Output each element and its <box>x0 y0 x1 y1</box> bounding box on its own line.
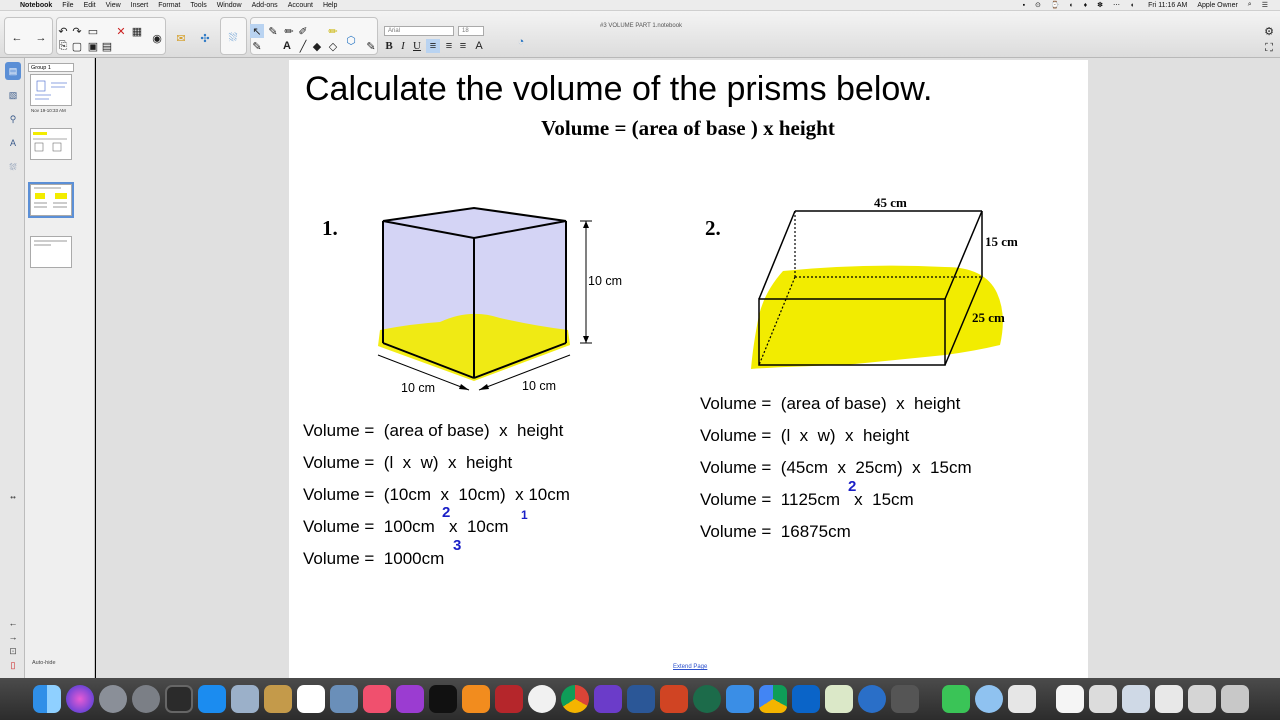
page-heading: Calculate the volume of the prisms below. <box>305 70 933 108</box>
menu-view[interactable]: View <box>105 1 121 9</box>
delete-icon[interactable]: ✕ <box>116 25 126 38</box>
imovie-icon[interactable] <box>594 685 622 713</box>
paste-icon[interactable]: ▤ <box>101 40 113 53</box>
dock <box>0 678 1280 720</box>
sidebar-move-right-icon[interactable]: → <box>8 632 18 642</box>
dimension-label: 25 cm <box>972 310 1005 325</box>
word-icon[interactable] <box>627 685 655 713</box>
preview-icon[interactable] <box>231 685 259 713</box>
menu-addons[interactable]: Add-ons <box>251 1 278 9</box>
auto-hide-checkbox[interactable]: Auto-hide <box>32 660 56 666</box>
align-left-button[interactable]: ≡ <box>426 39 440 53</box>
handwritten-exponent: 1 <box>521 508 528 522</box>
problem-number: 1. <box>322 216 338 240</box>
work-line: Volume = 1125cm x 15cm <box>700 490 914 509</box>
menu-bar <box>0 0 1280 11</box>
underline-button[interactable]: U <box>413 40 421 52</box>
creative-pen-icon[interactable]: ✐ <box>298 25 308 38</box>
work-line: Volume = (area of base) x height <box>700 394 961 413</box>
lesson-icon[interactable]: ✉ <box>176 32 186 45</box>
response-icon[interactable]: ✣ <box>200 32 210 45</box>
collapse-sidebar-icon[interactable]: •• <box>10 492 16 502</box>
work-line: Volume = (l x w) x height <box>700 426 910 445</box>
calculator-icon[interactable] <box>891 685 919 713</box>
document-icon[interactable] <box>1056 685 1084 713</box>
trash-icon[interactable] <box>1221 685 1249 713</box>
work-line: Volume = 1000cm <box>303 549 445 568</box>
chrome-icon[interactable] <box>561 685 589 713</box>
bold-button[interactable]: B <box>385 40 393 52</box>
menu-app-name[interactable]: Notebook <box>20 1 53 9</box>
pen-tool-icon[interactable]: ✏ <box>284 25 294 38</box>
window-stack-icon[interactable] <box>1155 685 1183 713</box>
smart-notebook-icon[interactable] <box>165 685 193 713</box>
calendar-icon[interactable] <box>297 685 325 713</box>
pens-tool-icon[interactable]: ✎ <box>268 25 278 38</box>
network-icon[interactable] <box>858 685 886 713</box>
finder-icon[interactable] <box>33 685 61 713</box>
work-line: Volume = (l x w) x height <box>303 453 513 472</box>
menu-window[interactable]: Window <box>216 1 242 9</box>
window-title: #3 VOLUME PART 1.notebook <box>600 23 683 29</box>
thumbnail-content <box>31 237 71 267</box>
system-preferences-icon[interactable] <box>132 685 160 713</box>
table-icon[interactable]: ▦ <box>131 25 143 38</box>
menu-insert[interactable]: Insert <box>130 1 149 9</box>
shape-recognition-icon[interactable]: ⬡ <box>346 34 356 47</box>
toolbar <box>0 11 1280 58</box>
attachments-tab-icon[interactable]: ⚲ <box>9 113 17 124</box>
music-icon[interactable] <box>363 685 391 713</box>
maps-icon[interactable] <box>825 685 853 713</box>
page-thumbnail[interactable] <box>30 74 72 106</box>
sidebar-move-left-icon[interactable]: ← <box>8 618 18 628</box>
menu-file[interactable]: File <box>62 1 74 9</box>
user-name[interactable]: Apple Owner <box>1197 1 1238 9</box>
highlighter-icon[interactable]: ✏ <box>328 25 338 38</box>
notes-icon[interactable] <box>264 685 292 713</box>
redo-icon[interactable]: ↷ <box>72 25 82 38</box>
properties-tab-icon[interactable]: A <box>9 138 16 148</box>
launchpad-icon[interactable] <box>99 685 127 713</box>
group-select[interactable]: Group 1 <box>28 63 74 72</box>
podcasts-icon[interactable] <box>396 685 424 713</box>
image-capture-icon[interactable] <box>330 685 358 713</box>
screen-icon[interactable]: ▭ <box>87 25 99 38</box>
align-right-button[interactable]: ≡ <box>459 40 467 52</box>
messages-icon[interactable] <box>942 685 970 713</box>
eraser-icon[interactable]: ✎ <box>252 40 262 53</box>
folder-stack-icon[interactable] <box>1089 685 1117 713</box>
extend-page-link[interactable]: Extend Page <box>673 664 708 670</box>
font-family-select[interactable]: Arial <box>384 26 454 36</box>
save-icon[interactable]: ▣ <box>87 40 99 53</box>
menu-edit[interactable]: Edit <box>83 1 96 9</box>
dimension-label: 10 cm <box>401 381 436 395</box>
page-thumbnail[interactable] <box>30 236 72 268</box>
add-ons-icon[interactable]: ⛆ <box>228 31 238 44</box>
fullscreen-icon[interactable]: ⛶ <box>1265 41 1273 54</box>
downloads-icon[interactable] <box>1188 685 1216 713</box>
spotlight-icon[interactable]: ⌕ <box>1247 1 1252 8</box>
clock[interactable]: Fri 11:16 AM <box>1148 1 1188 9</box>
work-line: Volume = 16875cm <box>700 522 851 541</box>
menu-account[interactable]: Account <box>287 1 313 9</box>
open-icon[interactable]: ▢ <box>71 40 83 53</box>
trash-small-icon[interactable]: ▯ <box>10 659 16 670</box>
app-store-icon[interactable] <box>198 685 226 713</box>
dimension-label: 15 cm <box>985 234 1018 249</box>
handwritten-exponent: 3 <box>453 537 462 554</box>
prism-diagram <box>745 195 1015 385</box>
new-page-icon[interactable]: ⎘ <box>58 39 68 52</box>
acrobat-icon[interactable] <box>1008 685 1036 713</box>
undo-icon[interactable]: ↶ <box>58 25 68 38</box>
problem-number: 2. <box>705 216 721 240</box>
page-sorter-tab-icon[interactable]: ▤ <box>5 62 21 80</box>
work-line: Volume = (area of base) x height <box>303 421 564 440</box>
properties-icon[interactable]: ✎ <box>366 40 376 53</box>
sidebar-tabs <box>0 58 25 678</box>
text-style-icon[interactable]: ◔ <box>517 36 525 48</box>
document-camera-icon[interactable]: ◉ <box>152 32 162 45</box>
back-icon[interactable]: ← <box>11 32 23 44</box>
handwritten-exponent: 2 <box>848 478 857 495</box>
page-thumbnail-active[interactable] <box>30 184 72 216</box>
cube-diagram <box>370 200 640 405</box>
volume-formula: Volume = (area of base ) x height <box>541 116 835 140</box>
powerpoint-icon[interactable] <box>660 685 688 713</box>
menu-format[interactable]: Format <box>158 1 181 9</box>
books-icon[interactable] <box>462 685 490 713</box>
settings-icon[interactable]: ⚙ <box>1264 25 1274 38</box>
messenger-icon[interactable] <box>975 685 1003 713</box>
select-tool-icon[interactable]: ↖ <box>250 24 264 38</box>
photos-icon[interactable] <box>528 685 556 713</box>
dimension-label: 10 cm <box>588 274 623 288</box>
dimension-label: 45 cm <box>874 195 907 210</box>
align-center-button[interactable]: ≡ <box>445 40 453 52</box>
font-color-button[interactable]: A <box>475 40 483 52</box>
time-machine-icon[interactable] <box>693 685 721 713</box>
thumbnail-content <box>31 75 71 105</box>
addons-tab-icon[interactable]: ⛆ <box>9 161 17 172</box>
fill-tool-icon[interactable]: ◆ <box>312 40 322 53</box>
notification-icon[interactable]: ☰ <box>1261 2 1268 9</box>
google-drive-icon[interactable] <box>759 685 787 713</box>
work-line: Volume = (45cm x 25cm) x 15cm <box>700 458 972 477</box>
outlook-icon[interactable] <box>792 685 820 713</box>
lock-icon[interactable]: ⊡ <box>9 645 17 656</box>
work-line: Volume = 100cm x 10cm <box>303 517 509 536</box>
thumbnail-content <box>31 185 71 215</box>
photo-booth-icon[interactable] <box>495 685 523 713</box>
page-sorter <box>25 58 95 678</box>
dimension-label: 10 cm <box>522 379 557 393</box>
gallery-tab-icon[interactable]: ▧ <box>8 89 18 100</box>
screenshot-stack-icon[interactable] <box>1122 685 1150 713</box>
font-size-select[interactable]: 18 <box>458 26 484 36</box>
line-tool-icon[interactable]: ╱ <box>299 40 307 53</box>
handwritten-exponent: 2 <box>442 504 451 521</box>
menu-tools[interactable]: Tools <box>190 1 207 9</box>
forward-icon[interactable]: → <box>35 32 47 44</box>
work-line: Volume = (10cm x 10cm) x 10cm <box>303 485 570 504</box>
text-tool-icon[interactable]: A <box>283 40 291 52</box>
status-icons[interactable]: ▪ ⊙ ⌚ ◐ ♦ ✽ ⋯ ◖ <box>1022 2 1139 9</box>
italic-button[interactable]: I <box>401 40 405 52</box>
menu-help[interactable]: Help <box>322 1 338 9</box>
siri-icon[interactable] <box>66 685 94 713</box>
shapes-tool-icon[interactable]: ◇ <box>328 40 338 53</box>
apple-tv-icon[interactable] <box>429 685 457 713</box>
thumbnail-date: Nov 19-10:33 AM <box>31 108 66 113</box>
textedit-icon[interactable] <box>726 685 754 713</box>
